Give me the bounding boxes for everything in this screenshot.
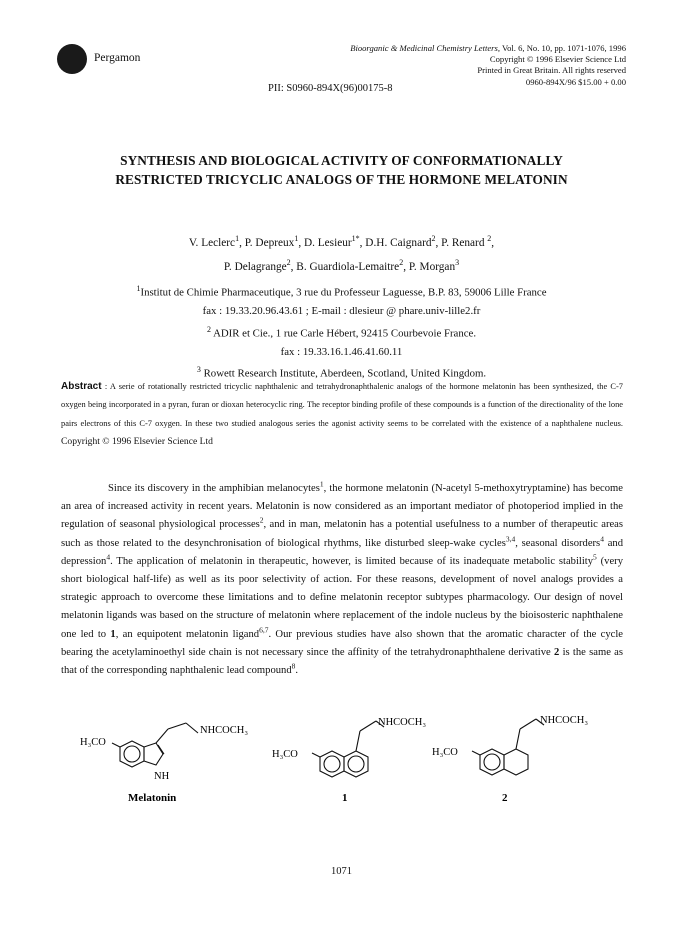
compound-2-structure [472, 719, 544, 775]
pergamon-logo-icon [57, 44, 87, 74]
compound-2-h3co-label: H₃CO [432, 747, 458, 758]
abstract-copyright: Copyright © 1996 Elsevier Science Ltd [61, 435, 213, 447]
compound-1-nhcoch3-label: NHCOCH₃ [378, 717, 426, 728]
compound-1-structure [312, 721, 384, 777]
publisher-name: Pergamon [94, 52, 141, 64]
melatonin-nhcoch3-label: NHCOCH₃ [200, 725, 248, 736]
affiliations: $^1$Institut de Chimie Pharmaceutique, 3 rue du Professeur Laguesse, B.P. 83, 59006 Lille France fax : 19.33.20.96.43.61 ; E-mail : dlesieur @ phare.univ-lille2.fr $^2$ ADIR et Cie., 1 rue Carle Hébert, 92415 Courbevoie France. fax : 19.33.16.1.46.41.60.11 $^3$ Rowett Research Institute, Aberdeen, Scotland, United Kingdom. [136, 284, 547, 380]
melatonin-h3co-label: H₃CO [80, 737, 106, 748]
body-paragraph: Since its discovery in the amphibian melanocytes$^1$, the hormone melatonin (N-acetyl 5-methoxytryptamine) has become an area of increased activity in recent years. Melatonin is now considered as an important mediator of photoperiod implied in the regulation of seasonal physiological processes$^2$, and in man, melatonin has a potential usefulness to a number of therapeutic areas such as those related to the desynchronisation of biological rhythms, like disturbed sleep-wake cycles$^{3,4}$, seasonal disorders$^4$ and depression$^4$. The application of melatonin in therapeutic, however, is limited because of its inadequate metabolic stability$^5$ (very short biological half-life) as well as its poor selectivity of action. For these reasons, development of novel analogs provides a strategic approach to overcome these limitations and to define melatonin receptor subtypes pharmacology. Our design of novel melatonin ligands was based on the structure of melatonin where replacement of the indole nucleus by the bioisosteric naphthalene one led to 1, an equipotent melatonin ligand$^{6,7}$. Our previous studies have also shown that the aromatic character of the cycle bearing the acetylaminoethyl side chain is not necessary since the affinity of the tetrahydronaphthalene derivative 2 is the same as that of the corresponding naphthalenic lead compound$^8$. [61, 479, 624, 677]
printed-line: Printed in Great Britain. All rights reserved [477, 65, 626, 76]
pii: PII: S0960-894X(96)00175-8 [268, 83, 393, 94]
melatonin-name: Melatonin [128, 792, 177, 804]
journal-info [296, 43, 626, 88]
compound-2-nhcoch3-label: NHCOCH₃ [540, 715, 588, 726]
melatonin-structure [112, 723, 198, 767]
author-list: V. Leclerc$^1$, P. Depreux$^1$, D. Lesieur$^{1*}$, D.H. Caignard$^2$, P. Renard $^2$, P. Delagrange$^2$, B. Guardiola-Lemaitre$^2$, P. Morgan$^3$ [188, 234, 495, 273]
structures-figure [60, 707, 623, 822]
journal-citation: Bioorganic & Medicinal Chemistry Letters, Vol. 6, No. 10, pp. 1071-1076, 1996 [350, 43, 626, 53]
compound-1-h3co-label: H₃CO [272, 749, 298, 760]
compound-2-name: 2 [502, 792, 508, 804]
issn-line: 0960-894X/96 $15.00 + 0.00 [525, 76, 626, 87]
abstract-label: Abstract [61, 381, 102, 392]
paper-title: SYNTHESIS AND BIOLOGICAL ACTIVITY OF CONFORMATIONALLY RESTRICTED TRICYCLIC ANALOGS OF THE HORMONE MELATONIN [115, 153, 568, 187]
abstract-text: : A serie of rotationally restricted tricyclic naphthalenic and tetrahydronaphthalenic analogs of the hormone melatonin has been synthesized, the C-7 oxygen being incorporated in a pyran, furan or dioxan heterocyclic ring. The receptor binding profile of these compounds is a function of the directionality of the lone pairs electrons of this C-7 oxygen. In these two studied analogous series the agonist activity seems to be correlated with the existence of a naphthalene nucleus. [61, 382, 623, 428]
page-number: 1071 [331, 866, 352, 877]
publisher-logo [57, 44, 247, 76]
abstract [61, 378, 623, 451]
chemical-structures [60, 707, 623, 822]
melatonin-nh-label: NH [154, 771, 170, 782]
compound-1-name: 1 [342, 792, 348, 804]
copyright-line: Copyright © 1996 Elsevier Science Ltd [489, 54, 626, 65]
